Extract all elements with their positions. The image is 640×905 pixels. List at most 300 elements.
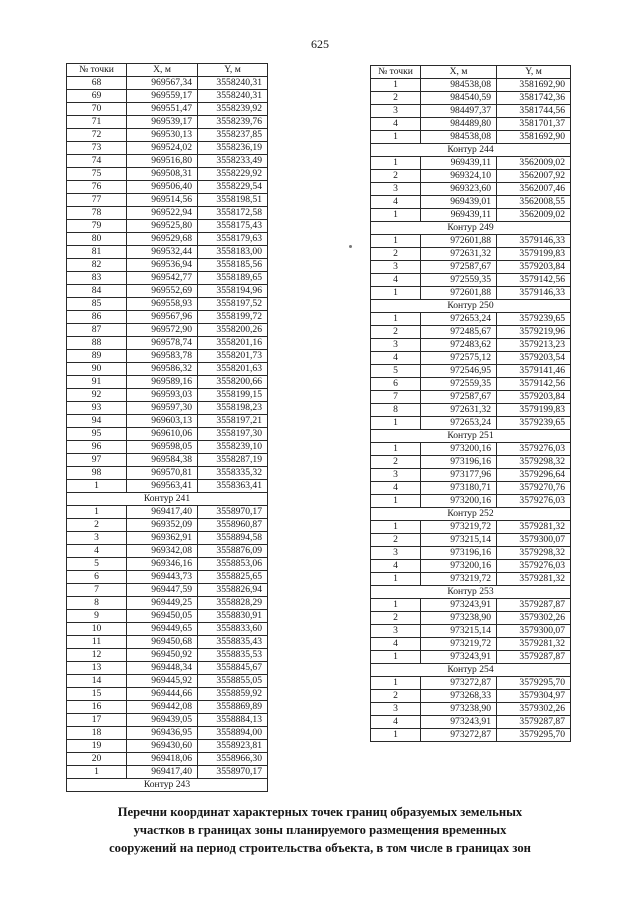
table-row [67,220,268,233]
point-number-cell: 1 [371,521,421,534]
point-number-cell: 78 [67,207,127,220]
x-coordinate-cell: 969449,25 [127,597,198,610]
point-number-cell: 95 [67,428,127,441]
y-coordinate-cell: 3558884,13 [198,714,268,727]
x-coordinate-cell: 969603,13 [127,415,198,428]
x-coordinate-cell: 969442,08 [127,701,198,714]
point-number-cell: 1 [371,209,421,222]
y-coordinate-cell: 3562007,46 [497,183,571,196]
x-coordinate-cell: 969572,90 [127,324,198,337]
table-row [371,261,571,274]
x-coordinate-cell: 973238,90 [421,612,497,625]
y-coordinate-cell: 3558199,72 [198,311,268,324]
point-number-cell: 1 [371,651,421,664]
x-coordinate-cell: 969567,96 [127,311,198,324]
x-coordinate-cell: 969584,38 [127,454,198,467]
x-coordinate-cell: 972546,95 [421,365,497,378]
x-coordinate-cell: 969417,40 [127,766,198,779]
contour-heading-row [371,586,571,599]
table-row [67,311,268,324]
y-coordinate-cell: 3558833,60 [198,623,268,636]
x-coordinate-cell: 973196,16 [421,547,497,560]
point-number-cell: 1 [371,495,421,508]
point-number-cell: 69 [67,90,127,103]
y-coordinate-cell: 3558183,00 [198,246,268,259]
contour-label: Контур 254 [371,664,571,677]
y-coordinate-cell: 3558960,87 [198,519,268,532]
point-number-cell: 1 [371,599,421,612]
point-number-cell: 98 [67,467,127,480]
y-coordinate-cell: 3579142,56 [497,378,571,391]
table-row [67,662,268,675]
table-row [67,610,268,623]
y-coordinate-cell: 3579146,33 [497,287,571,300]
point-number-cell: 92 [67,389,127,402]
y-coordinate-cell: 3579281,32 [497,521,571,534]
table-row [67,103,268,116]
point-number-cell: 20 [67,753,127,766]
table-row [371,534,571,547]
x-coordinate-cell: 972485,67 [421,326,497,339]
table-row [371,157,571,170]
table-row [371,287,571,300]
y-coordinate-cell: 3558185,56 [198,259,268,272]
y-coordinate-cell: 3558201,16 [198,337,268,350]
x-coordinate-cell: 969529,68 [127,233,198,246]
y-coordinate-cell: 3581692,90 [497,79,571,92]
point-number-cell: 3 [371,547,421,560]
table-row [67,285,268,298]
point-number-cell: 88 [67,337,127,350]
header-y: Y, м [198,64,268,77]
table-row [67,688,268,701]
point-number-cell: 96 [67,441,127,454]
point-number-cell: 75 [67,168,127,181]
point-number-cell: 4 [371,118,421,131]
y-coordinate-cell: 3558869,89 [198,701,268,714]
table-row [371,404,571,417]
table-left-body [67,64,268,792]
y-coordinate-cell: 3579276,03 [497,443,571,456]
point-number-cell: 1 [371,443,421,456]
point-number-cell: 3 [371,469,421,482]
y-coordinate-cell: 3579270,76 [497,482,571,495]
point-number-cell: 79 [67,220,127,233]
x-coordinate-cell: 969598,05 [127,441,198,454]
point-number-cell: 11 [67,636,127,649]
x-coordinate-cell: 969439,11 [421,157,497,170]
x-coordinate-cell: 973215,14 [421,534,497,547]
contour-heading-row [371,664,571,677]
x-coordinate-cell: 973272,87 [421,729,497,742]
point-number-cell: 89 [67,350,127,363]
point-number-cell: 2 [371,690,421,703]
point-number-cell: 6 [371,378,421,391]
table-row [67,740,268,753]
y-coordinate-cell: 3581692,90 [497,131,571,144]
y-coordinate-cell: 3579239,65 [497,313,571,326]
table-row [371,469,571,482]
y-coordinate-cell: 3558239,76 [198,116,268,129]
table-row [67,558,268,571]
x-coordinate-cell: 972601,88 [421,287,497,300]
point-number-cell: 71 [67,116,127,129]
point-number-cell: 5 [67,558,127,571]
y-coordinate-cell: 3579300,07 [497,534,571,547]
y-coordinate-cell: 3558970,17 [198,766,268,779]
y-coordinate-cell: 3558172,58 [198,207,268,220]
x-coordinate-cell: 969597,30 [127,402,198,415]
point-number-cell: 93 [67,402,127,415]
table-row [67,402,268,415]
x-coordinate-cell: 969418,06 [127,753,198,766]
y-coordinate-cell: 3558237,85 [198,129,268,142]
header-x: X, м [421,66,497,79]
table-row [371,326,571,339]
coordinates-table-right [370,65,571,742]
table-row [67,753,268,766]
x-coordinate-cell: 969449,65 [127,623,198,636]
table-row [371,274,571,287]
point-number-cell: 2 [371,92,421,105]
y-coordinate-cell: 3579302,26 [497,703,571,716]
x-coordinate-cell: 973180,71 [421,482,497,495]
point-number-cell: 1 [371,79,421,92]
header-y: Y, м [497,66,571,79]
y-coordinate-cell: 3558853,06 [198,558,268,571]
x-coordinate-cell: 969323,60 [421,183,497,196]
table-row [371,573,571,586]
y-coordinate-cell: 3558845,67 [198,662,268,675]
x-coordinate-cell: 969530,13 [127,129,198,142]
y-coordinate-cell: 3579295,70 [497,729,571,742]
table-row [371,456,571,469]
y-coordinate-cell: 3579295,70 [497,677,571,690]
table-row [371,560,571,573]
scan-speck [349,245,352,248]
table-row [67,272,268,285]
contour-heading-row [371,222,571,235]
point-number-cell: 1 [371,677,421,690]
table-row [67,467,268,480]
x-coordinate-cell: 969539,17 [127,116,198,129]
y-coordinate-cell: 3579302,26 [497,612,571,625]
x-coordinate-cell: 969542,77 [127,272,198,285]
point-number-cell: 4 [371,482,421,495]
x-coordinate-cell: 973215,14 [421,625,497,638]
x-coordinate-cell: 969439,11 [421,209,497,222]
x-coordinate-cell: 972559,35 [421,274,497,287]
table-row [67,90,268,103]
table-row [67,168,268,181]
point-number-cell: 1 [371,729,421,742]
x-coordinate-cell: 969450,05 [127,610,198,623]
y-coordinate-cell: 3579203,54 [497,352,571,365]
y-coordinate-cell: 3581742,36 [497,92,571,105]
x-coordinate-cell: 969558,93 [127,298,198,311]
y-coordinate-cell: 3581744,56 [497,105,571,118]
y-coordinate-cell: 3558201,73 [198,350,268,363]
point-number-cell: 3 [371,625,421,638]
y-coordinate-cell: 3562008,55 [497,196,571,209]
table-row [371,690,571,703]
table-row [371,365,571,378]
table-row [67,207,268,220]
table-row [67,636,268,649]
table-row [67,428,268,441]
point-number-cell: 1 [371,287,421,300]
y-coordinate-cell: 3558229,92 [198,168,268,181]
point-number-cell: 2 [371,534,421,547]
table-row [67,675,268,688]
y-coordinate-cell: 3558201,63 [198,363,268,376]
point-number-cell: 73 [67,142,127,155]
x-coordinate-cell: 972587,67 [421,391,497,404]
x-coordinate-cell: 969362,91 [127,532,198,545]
y-coordinate-cell: 3558825,65 [198,571,268,584]
y-coordinate-cell: 3558198,23 [198,402,268,415]
y-coordinate-cell: 3558194,96 [198,285,268,298]
x-coordinate-cell: 969436,95 [127,727,198,740]
y-coordinate-cell: 3558200,66 [198,376,268,389]
table-row [371,118,571,131]
point-number-cell: 82 [67,259,127,272]
y-coordinate-cell: 3579300,07 [497,625,571,638]
y-coordinate-cell: 3579298,32 [497,456,571,469]
y-coordinate-cell: 3558197,52 [198,298,268,311]
point-number-cell: 4 [371,352,421,365]
header-point-number: № точки [67,64,127,77]
caption-line: сооружений на период строительства объекта, в том числе в границах зон [109,841,531,855]
point-number-cell: 77 [67,194,127,207]
point-number-cell: 16 [67,701,127,714]
contour-heading-row [371,300,571,313]
point-number-cell: 80 [67,233,127,246]
point-number-cell: 2 [371,170,421,183]
table-row [67,545,268,558]
point-number-cell: 3 [371,261,421,274]
table-row [67,441,268,454]
point-number-cell: 1 [67,480,127,493]
point-number-cell: 1 [371,313,421,326]
x-coordinate-cell: 969445,92 [127,675,198,688]
table-row [371,105,571,118]
table-row [371,443,571,456]
point-number-cell: 8 [371,404,421,417]
point-number-cell: 1 [371,417,421,430]
page-number: 625 [311,37,329,51]
x-coordinate-cell: 969536,94 [127,259,198,272]
y-coordinate-cell: 3579287,87 [497,599,571,612]
x-coordinate-cell: 984540,59 [421,92,497,105]
header-x: X, м [127,64,198,77]
x-coordinate-cell: 969450,68 [127,636,198,649]
x-coordinate-cell: 969417,40 [127,506,198,519]
x-coordinate-cell: 969443,73 [127,571,198,584]
y-coordinate-cell: 3558240,31 [198,90,268,103]
table-row [67,259,268,272]
y-coordinate-cell: 3579141,46 [497,365,571,378]
contour-heading-row [371,430,571,443]
point-number-cell: 70 [67,103,127,116]
point-number-cell: 81 [67,246,127,259]
x-coordinate-cell: 969586,32 [127,363,198,376]
y-coordinate-cell: 3558894,00 [198,727,268,740]
y-coordinate-cell: 3558876,09 [198,545,268,558]
x-coordinate-cell: 969589,16 [127,376,198,389]
x-coordinate-cell: 969430,60 [127,740,198,753]
table-row [67,142,268,155]
table-row [67,519,268,532]
y-coordinate-cell: 3558240,31 [198,77,268,90]
y-coordinate-cell: 3562009,02 [497,157,571,170]
y-coordinate-cell: 3558894,58 [198,532,268,545]
x-coordinate-cell: 972653,24 [421,313,497,326]
contour-label: Контур 244 [371,144,571,157]
table-row [371,391,571,404]
table-row [67,532,268,545]
point-number-cell: 68 [67,77,127,90]
x-coordinate-cell: 973219,72 [421,638,497,651]
table-row [67,597,268,610]
table-row [67,155,268,168]
x-coordinate-cell: 969342,08 [127,545,198,558]
x-coordinate-cell: 972587,67 [421,261,497,274]
y-coordinate-cell: 3558179,63 [198,233,268,246]
point-number-cell: 74 [67,155,127,168]
table-header-row [67,64,268,77]
x-coordinate-cell: 969532,44 [127,246,198,259]
x-coordinate-cell: 969346,16 [127,558,198,571]
table-row [371,651,571,664]
table-header-row [371,66,571,79]
table-row [371,352,571,365]
y-coordinate-cell: 3558970,17 [198,506,268,519]
point-number-cell: 17 [67,714,127,727]
caption [40,803,600,857]
point-number-cell: 1 [371,573,421,586]
x-coordinate-cell: 973243,91 [421,716,497,729]
y-coordinate-cell: 3558199,15 [198,389,268,402]
table-row [67,649,268,662]
table-row [371,716,571,729]
x-coordinate-cell: 984538,08 [421,79,497,92]
point-number-cell: 7 [371,391,421,404]
x-coordinate-cell: 969324,10 [421,170,497,183]
x-coordinate-cell: 969439,01 [421,196,497,209]
table-row [371,79,571,92]
x-coordinate-cell: 972631,32 [421,248,497,261]
table-row [371,638,571,651]
point-number-cell: 2 [371,248,421,261]
y-coordinate-cell: 3579199,83 [497,248,571,261]
x-coordinate-cell: 969570,81 [127,467,198,480]
point-number-cell: 14 [67,675,127,688]
y-coordinate-cell: 3558175,43 [198,220,268,233]
x-coordinate-cell: 969447,59 [127,584,198,597]
point-number-cell: 4 [371,560,421,573]
y-coordinate-cell: 3558835,53 [198,649,268,662]
x-coordinate-cell: 969514,56 [127,194,198,207]
y-coordinate-cell: 3558189,65 [198,272,268,285]
x-coordinate-cell: 969559,17 [127,90,198,103]
y-coordinate-cell: 3579239,65 [497,417,571,430]
y-coordinate-cell: 3558236,19 [198,142,268,155]
table-row [67,376,268,389]
caption-line: Перечни координат характерных точек границ образуемых земельных [117,805,523,819]
x-coordinate-cell: 972575,12 [421,352,497,365]
table-row [67,584,268,597]
table-row [371,677,571,690]
y-coordinate-cell: 3558828,29 [198,597,268,610]
point-number-cell: 2 [371,456,421,469]
x-coordinate-cell: 969506,40 [127,181,198,194]
table-row [67,350,268,363]
x-coordinate-cell: 969516,80 [127,155,198,168]
y-coordinate-cell: 3579287,87 [497,651,571,664]
table-row [371,339,571,352]
x-coordinate-cell: 969593,03 [127,389,198,402]
table-row [67,389,268,402]
x-coordinate-cell: 969439,05 [127,714,198,727]
x-coordinate-cell: 969525,80 [127,220,198,233]
point-number-cell: 4 [67,545,127,558]
y-coordinate-cell: 3579219,96 [497,326,571,339]
y-coordinate-cell: 3558855,05 [198,675,268,688]
table-row [67,246,268,259]
x-coordinate-cell: 969444,66 [127,688,198,701]
point-number-cell: 1 [371,157,421,170]
table-row [371,248,571,261]
y-coordinate-cell: 3558363,41 [198,480,268,493]
point-number-cell: 12 [67,649,127,662]
y-coordinate-cell: 3558233,49 [198,155,268,168]
table-row [67,480,268,493]
point-number-cell: 4 [371,274,421,287]
x-coordinate-cell: 973196,16 [421,456,497,469]
contour-heading-row [67,779,268,792]
contour-label: Контур 243 [67,779,268,792]
y-coordinate-cell: 3579276,03 [497,495,571,508]
point-number-cell: 3 [371,339,421,352]
point-number-cell: 2 [371,612,421,625]
y-coordinate-cell: 3579296,64 [497,469,571,482]
table-row [371,196,571,209]
point-number-cell: 7 [67,584,127,597]
y-coordinate-cell: 3558966,30 [198,753,268,766]
table-row [371,521,571,534]
point-number-cell: 4 [371,638,421,651]
table-row [371,417,571,430]
point-number-cell: 1 [371,131,421,144]
point-number-cell: 4 [371,716,421,729]
table-row [67,129,268,142]
table-row [371,235,571,248]
contour-label: Контур 253 [371,586,571,599]
table-row [67,415,268,428]
table-row [371,625,571,638]
y-coordinate-cell: 3558239,92 [198,103,268,116]
point-number-cell: 18 [67,727,127,740]
x-coordinate-cell: 969552,69 [127,285,198,298]
y-coordinate-cell: 3579287,87 [497,716,571,729]
point-number-cell: 91 [67,376,127,389]
contour-label: Контур 241 [67,493,268,506]
table-row [67,727,268,740]
point-number-cell: 83 [67,272,127,285]
point-number-cell: 2 [371,326,421,339]
point-number-cell: 5 [371,365,421,378]
